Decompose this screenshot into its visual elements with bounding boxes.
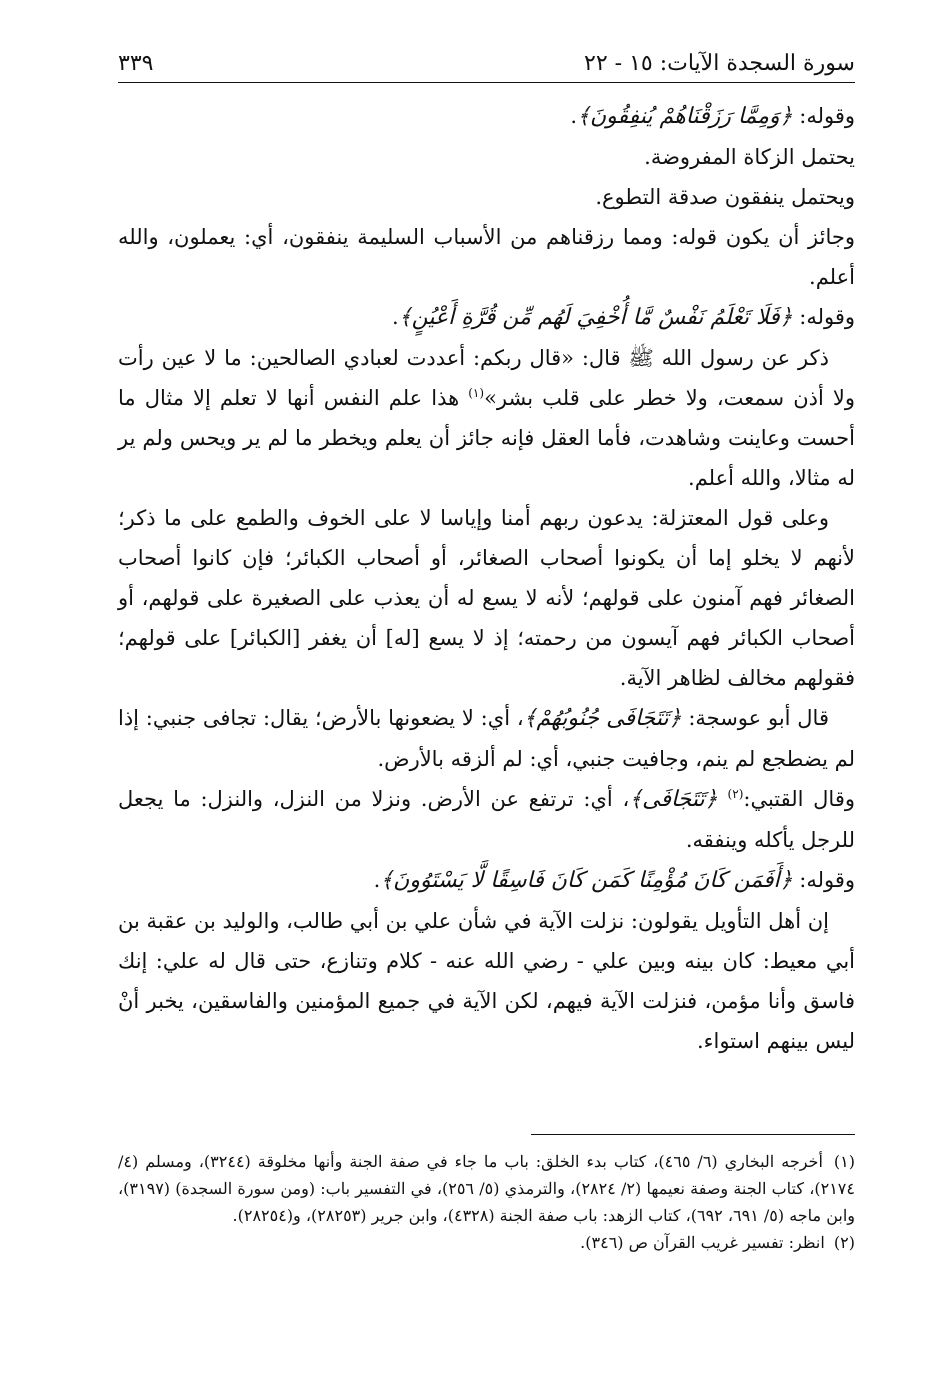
paragraph-verse-believer xyxy=(118,860,855,901)
paragraph-verse-soul xyxy=(118,297,855,338)
footnote-number: (٢) xyxy=(833,1233,855,1252)
paragraph: يحتمل الزكاة المفروضة. xyxy=(644,145,855,169)
paragraph-hadith xyxy=(118,338,855,498)
footnote-divider xyxy=(531,1134,855,1135)
footnote-number: (١) xyxy=(833,1152,855,1171)
footnote-text: انظر: تفسير غريب القرآن ص (٣٤٦). xyxy=(580,1233,825,1252)
footnote-reference: (٢) xyxy=(727,787,744,801)
paragraph-text: . xyxy=(570,104,578,128)
footnote-reference: (١) xyxy=(468,386,485,400)
main-text xyxy=(118,96,855,1061)
quran-verse: ﴿تَتَجَافَى جُنُوبُهُمْ﴾ xyxy=(523,706,682,731)
paragraph-text: وقال القتبي: xyxy=(743,787,855,811)
paragraph-text: ، أي: ترتفع عن الأرض. ونزلا من النزل، والنزل: ما يجعل للرجل يأكله وينفقه. xyxy=(118,787,855,852)
paragraph-abu-awsaja xyxy=(118,698,855,779)
footnote xyxy=(118,1148,855,1229)
footnote xyxy=(118,1229,855,1256)
paragraph: وجائز أن يكون قوله: ومما رزقناهم من الأسباب السليمة ينفقون، أي: يعملون، والله أعلم. xyxy=(118,225,855,289)
paragraph: إن أهل التأويل يقولون: نزلت الآية في شأن علي بن أبي طالب، والوليد بن عقبة بن أبي معيط: كان بينه وبين علي - رضي الله عنه - كلام وتنازع، حتى قال له علي: إنك فاسق وأنا مؤمن، فنزلت الآية فيهم، لكن الآية في جميع المؤمنين والفاسقين، يخبر أنْ ليس بينهم استواء. xyxy=(118,909,855,1053)
page-header xyxy=(118,48,855,83)
paragraph-text: وقوله: xyxy=(792,868,855,892)
footnotes xyxy=(118,1148,855,1256)
paragraph-text: هذا علم النفس أنها لا تعلم إلا مثال ما أحست وعاينت وشاهدت، فأما العقل فإنه جائز أن يعلم ويخطر ما لم ير ويحس ولم ير له مثالا، والله أعلم. xyxy=(118,386,855,490)
paragraph: وعلى قول المعتزلة: يدعون ربهم أمنا وإياسا لا على الخوف والطمع على ما ذكر؛ لأنهم لا يخلو إما أن يكونوا أصحاب الصغائر، أو أصحاب الكبائر؛ فإن كانوا أصحاب الصغائر فهم آمنون على قولهم؛ لأنه لا يسع له أن يعذب على الصغيرة على قولهم، أو أصحاب الكبائر فهم آيسون من رحمته؛ إذ لا يسع [له] أن يغفر [الكبائر] على قولهم؛ فقولهم مخالف لظاهر الآية. xyxy=(118,506,855,690)
quran-verse: ﴿وَمِمَّا رَزَقْنَاهُمْ يُنفِقُونَ﴾ xyxy=(577,104,793,129)
page-number: ٣٣٩ xyxy=(118,51,154,76)
paragraph-text: قال أبو عوسجة: xyxy=(681,706,829,730)
quran-verse: ﴿تَتَجَافَى﴾ xyxy=(629,787,728,812)
quran-verse: ﴿أَفَمَن كَانَ مُؤْمِنًا كَمَن كَانَ فَاسِقًا لَّا يَسْتَوُونَ﴾ xyxy=(380,868,793,893)
paragraph: ويحتمل ينفقون صدقة التطوع. xyxy=(595,185,855,209)
paragraph-qutabi xyxy=(118,779,855,860)
paragraph-text: وقوله: xyxy=(792,104,855,128)
paragraph-text: وقوله: xyxy=(792,305,855,329)
paragraph-text: . xyxy=(373,868,381,892)
running-title: سورة السجدة الآيات: ١٥ - ٢٢ xyxy=(584,51,855,76)
paragraph-text: ، أي: لا يضعونها بالأرض؛ يقال: تجافى جنبي: إذا لم يضطجع لم ينم، وجافيت جنبي، أي: لم ألزقه بالأرض. xyxy=(118,706,855,771)
paragraph-verse-spending xyxy=(118,96,855,137)
footnote-text: أخرجه البخاري (٦/ ٤٦٥)، كتاب بدء الخلق: باب ما جاء في صفة الجنة وأنها مخلوقة (٣٢٤٤)، ومسلم (٤/ ٢١٧٤)، كتاب الجنة وصفة نعيمها (٢/ ٢٨٢٤)، والترمذي (٥/ ٢٥٦)، في التفسير باب: (ومن سورة السجدة) (٣١٩٧)، وابن ماجه (٥/ ٦٩١، ٦٩٢)، كتاب الزهد: باب صفة الجنة (٤٣٢٨)، وابن جرير (٢٨٢٥٣)، و(٢٨٢٥٤). xyxy=(118,1152,855,1225)
paragraph-text: . xyxy=(392,305,399,329)
paragraph-text: ذكر عن رسول الله ﷺ قال: «قال ربكم: أعددت لعبادي الصالحين: ما لا عين رأت ولا أذن سمعت، ولا خطر على قلب بشر» xyxy=(118,346,855,410)
quran-verse: ﴿فَلَا تَعْلَمُ نَفْسٌ مَّا أُخْفِيَ لَهُم مِّن قُرَّةِ أَعْيُنٍ﴾ xyxy=(398,305,793,330)
